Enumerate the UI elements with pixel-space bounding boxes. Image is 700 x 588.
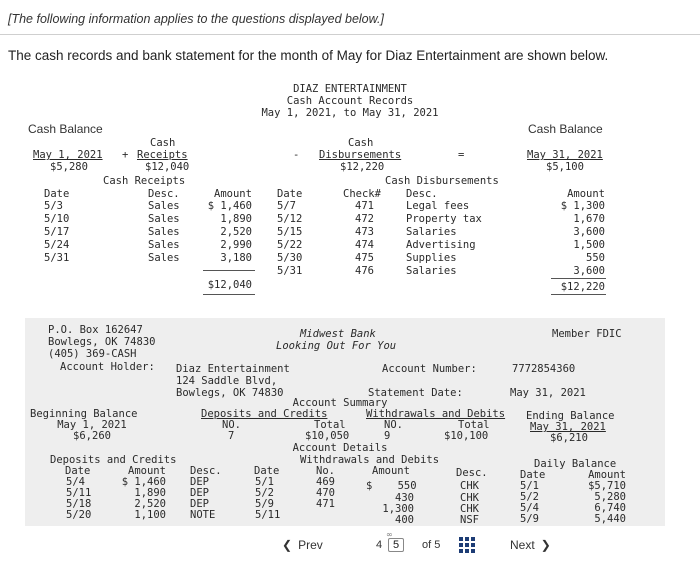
next-label: Next [510, 538, 535, 552]
withdrawals-count: 9 [384, 430, 391, 442]
holder-label: Account Holder: [60, 361, 155, 373]
begin-amount: $5,280 [50, 161, 88, 173]
chevron-left-icon: ❮ [282, 538, 293, 552]
receipt-amount: 3,180 [220, 252, 252, 264]
deposits-count: 7 [228, 430, 235, 442]
daily-balance-title: Daily Balance [534, 458, 617, 470]
col-date: Date [277, 188, 303, 200]
disb-total: $12,220 [560, 281, 605, 293]
disb-desc: Salaries [406, 265, 457, 277]
daily-amount: 5,440 [594, 513, 626, 525]
col-date: Date [44, 188, 70, 200]
page-count: of 5 [422, 539, 441, 551]
daily-date: 5/9 [520, 513, 539, 525]
withdrawal-desc: CHK [460, 480, 479, 492]
deposit-desc: DEP [190, 487, 209, 499]
disb-amount: 3,600 [573, 226, 605, 238]
withdrawals-total: $10,100 [444, 430, 489, 442]
disb-amount: 3,600 [573, 265, 605, 277]
bank-name: Midwest Bank [300, 328, 376, 340]
deposit-desc: DEP [190, 498, 209, 510]
col-amount: Amount [128, 465, 166, 477]
disb-total-header: $12,220 [340, 161, 385, 173]
withdrawal-amount: 400 [395, 514, 414, 526]
withdrawal-desc: CHK [460, 503, 479, 515]
receipts-section-title: Cash Receipts [103, 175, 186, 187]
withdrawal-amount: 1,300 [382, 503, 414, 515]
begin-balance-date: May 1, 2021 [57, 419, 127, 431]
cash-balance-label-right: Cash Balance [528, 122, 603, 136]
total-rule [551, 278, 606, 279]
statement-date: May 31, 2021 [510, 387, 586, 399]
deposit-date: 5/20 [66, 509, 92, 521]
disb-date: 5/30 [277, 252, 303, 264]
col-no: No. [316, 465, 335, 477]
end-amount: $5,100 [546, 161, 584, 173]
details-title: Account Details [292, 442, 388, 454]
receipt-date: 5/17 [44, 226, 70, 238]
bank-slogan: Looking Out For You [276, 340, 397, 352]
disb-desc: Legal fees [406, 200, 470, 212]
withdrawals-summary-label: Withdrawals and Debits [366, 408, 506, 420]
col-desc: Desc. [148, 188, 180, 200]
receipt-amount: 2,520 [220, 226, 252, 238]
total-rule [203, 270, 255, 271]
disb-amount: $ 1,300 [560, 200, 605, 212]
statement-date-label: Statement Date: [368, 387, 463, 399]
disb-header: Cash [348, 137, 374, 149]
member-fdic: Member FDIC [552, 328, 622, 340]
disb-check: 471 [355, 200, 374, 212]
withdrawals-total-label: Total [458, 419, 490, 431]
question-statement: The cash records and bank statement for the month of May for Diaz Entertainment are shown below. [8, 48, 609, 63]
current-page[interactable]: 5 [388, 538, 404, 552]
receipts-total: $12,040 [207, 279, 252, 291]
deposit-amount: 2,520 [134, 498, 166, 510]
receipt-amount: 2,990 [220, 239, 252, 251]
summary-title: Account Summary [292, 397, 388, 409]
receipt-desc: Sales [148, 200, 180, 212]
receipt-amount: $ 1,460 [207, 200, 252, 212]
cash-balance-label: Cash Balance [28, 122, 103, 136]
withdrawal-amount: $ 550 [366, 480, 417, 492]
receipts-header: Cash [150, 137, 176, 149]
receipt-desc: Sales [148, 213, 180, 225]
receipt-desc: Sales [148, 239, 180, 251]
disb-desc: Property tax [406, 213, 482, 225]
daily-date: 5/4 [520, 502, 539, 514]
withdrawal-desc: NSF [460, 514, 479, 526]
disb-date: 5/31 [277, 265, 303, 277]
next-button[interactable] [510, 538, 551, 552]
holder-city: Bowlegs, OK 74830 [176, 387, 284, 399]
deposit-amount: 1,890 [134, 487, 166, 499]
deposit-date: 5/4 [66, 476, 85, 488]
receipt-desc: Sales [148, 226, 180, 238]
minus-sign: - [293, 149, 300, 161]
disb-desc: Supplies [406, 252, 457, 264]
begin-balance-amount: $6,260 [73, 430, 111, 442]
bank-address: Bowlegs, OK 74830 [48, 336, 156, 348]
receipt-date: 5/31 [44, 252, 70, 264]
disb-check: 474 [355, 239, 374, 251]
end-balance-date: May 31, 2021 [530, 421, 606, 433]
col-amount: Amount [567, 188, 605, 200]
withdrawal-no: 469 [316, 476, 335, 488]
disb-desc: Salaries [406, 226, 457, 238]
disb-amount: 1,500 [573, 239, 605, 251]
receipts-total-header: $12,040 [145, 161, 190, 173]
deposit-amount: $ 1,460 [121, 476, 166, 488]
company-name: DIAZ ENTERTAINMENT [293, 83, 407, 95]
disb-amount: 1,670 [573, 213, 605, 225]
withdrawal-date: 5/2 [255, 487, 274, 499]
bank-address: P.O. Box 162647 [48, 324, 143, 336]
account-number-label: Account Number: [382, 363, 477, 375]
withdrawal-desc: CHK [460, 492, 479, 504]
deposit-date: 5/11 [66, 487, 92, 499]
pagination-bar [0, 526, 700, 588]
disb-date: 5/22 [277, 239, 303, 251]
disb-date: 5/12 [277, 213, 303, 225]
withdrawals-no-label: NO. [384, 419, 403, 431]
deposits-section-title: Deposits and Credits [50, 454, 177, 466]
deposit-desc: NOTE [190, 509, 216, 521]
deposits-total: $10,050 [305, 430, 350, 442]
question-note: [The following information applies to the questions displayed below.] [8, 12, 384, 26]
col-amount: Amount [588, 469, 626, 481]
end-balance-amount: $6,210 [550, 432, 588, 444]
deposits-no-label: NO. [222, 419, 241, 431]
records-title: Cash Account Records [286, 95, 414, 107]
col-desc: Desc. [190, 465, 222, 477]
withdrawal-date: 5/1 [255, 476, 274, 488]
col-check: Check# [343, 188, 381, 200]
holder-name: Diaz Entertainment [176, 363, 290, 375]
begin-balance-label: Beginning Balance [30, 408, 138, 420]
daily-amount: 6,740 [594, 502, 626, 514]
deposits-total-label: Total [314, 419, 346, 431]
disb-date: 5/7 [277, 200, 296, 212]
col-amount: Amount [372, 465, 410, 477]
prev-button[interactable] [282, 538, 323, 552]
receipt-date: 5/3 [44, 200, 63, 212]
withdrawal-date: 5/11 [255, 509, 281, 521]
col-date: Date [520, 469, 546, 481]
total-rule [551, 294, 606, 295]
account-number: 7772854360 [512, 363, 576, 375]
deposit-amount: 1,100 [134, 509, 166, 521]
disb-check: 475 [355, 252, 374, 264]
deposits-summary-label: Deposits and Credits [201, 408, 328, 420]
withdrawal-amount: 430 [395, 492, 414, 504]
disb-header: Disbursements [319, 149, 402, 161]
col-date: Date [65, 465, 91, 477]
records-period: May 1, 2021, to May 31, 2021 [261, 107, 439, 119]
disb-check: 476 [355, 265, 374, 277]
chevron-right-icon: ❯ [540, 538, 551, 552]
plus-sign: + [122, 149, 129, 161]
receipt-desc: Sales [148, 252, 180, 264]
begin-date: May 1, 2021 [33, 149, 103, 161]
page-link[interactable]: 4 [376, 539, 383, 551]
col-desc: Desc. [456, 467, 488, 479]
prev-label: Prev [298, 538, 323, 552]
daily-date: 5/1 [520, 480, 539, 492]
grid-icon[interactable] [459, 537, 475, 553]
end-balance-label: Ending Balance [526, 410, 615, 422]
receipt-date: 5/24 [44, 239, 70, 251]
col-amount: Amount [214, 188, 252, 200]
receipts-header: Receipts [137, 149, 188, 161]
withdrawal-no: 471 [316, 498, 335, 510]
col-date: Date [254, 465, 280, 477]
deposit-date: 5/18 [66, 498, 92, 510]
withdrawals-section-title: Withdrawals and Debits [300, 454, 440, 466]
col-desc: Desc. [406, 188, 438, 200]
link-icon: ∞ [386, 530, 393, 539]
disb-section-title: Cash Disbursements [385, 175, 499, 187]
receipt-date: 5/10 [44, 213, 70, 225]
divider [0, 34, 700, 35]
receipt-amount: 1,890 [220, 213, 252, 225]
daily-date: 5/2 [520, 491, 539, 503]
bank-phone: (405) 369-CASH [48, 348, 137, 360]
withdrawal-date: 5/9 [255, 498, 274, 510]
holder-address: 124 Saddle Blvd, [176, 375, 278, 387]
withdrawal-no: 470 [316, 487, 335, 499]
daily-amount: 5,280 [594, 491, 626, 503]
total-rule [203, 294, 255, 295]
end-date: May 31, 2021 [527, 149, 603, 161]
disb-amount: 550 [586, 252, 605, 264]
disb-desc: Advertising [406, 239, 476, 251]
daily-amount: $5,710 [588, 480, 626, 492]
disb-check: 472 [355, 213, 374, 225]
disb-date: 5/15 [277, 226, 303, 238]
deposit-desc: DEP [190, 476, 209, 488]
equals-sign: = [458, 149, 465, 161]
disb-check: 473 [355, 226, 374, 238]
